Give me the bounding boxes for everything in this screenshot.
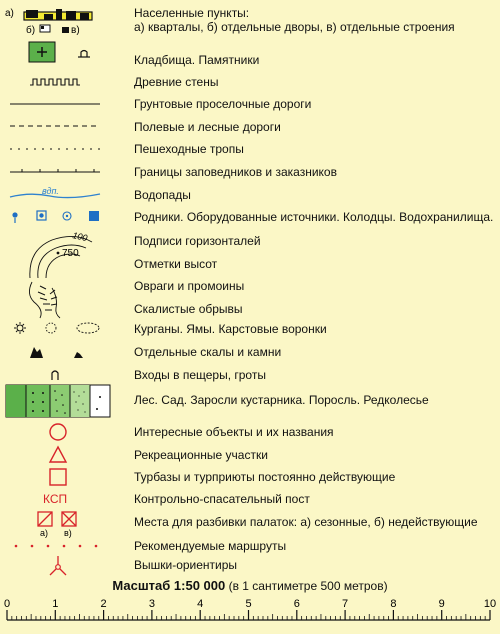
label-line-1: Населенные пункты: — [134, 6, 250, 20]
legend-label: Скалистые обрывы — [134, 302, 243, 316]
scale-title — [0, 578, 500, 593]
tent-site-symbol — [0, 508, 130, 538]
settlement-symbol — [0, 0, 130, 40]
tent-mark-b: в) — [64, 528, 72, 538]
contour-label: 100 — [71, 230, 89, 244]
scale-tick-label: 2 — [100, 598, 107, 610]
scale-tick-label: 10 — [483, 598, 497, 610]
monument-icon — [81, 51, 87, 58]
legend-row-tourist-bases — [0, 466, 500, 488]
scale-bar — [0, 598, 500, 634]
legend-row-waterfalls — [0, 184, 500, 206]
legend-label: Подписи горизонталей — [134, 234, 261, 248]
legend-label: Места для разбивки палаток: а) сезонные, б) недействующие — [134, 515, 478, 529]
tent-mark-a: а) — [40, 528, 49, 538]
legend-row-recreation — [0, 444, 500, 466]
legend-row-mounds — [0, 318, 500, 340]
legend-label: Грунтовые проселочные дороги — [134, 97, 312, 111]
mound-symbol — [0, 318, 130, 340]
scale-tick-label: 0 — [3, 598, 11, 610]
waterfall-symbol — [0, 184, 130, 206]
forest-symbol — [0, 384, 130, 418]
legend-label: Курганы. Ямы. Карстовые воронки — [134, 322, 327, 336]
ravine-symbol — [0, 280, 130, 320]
contour-symbol — [0, 228, 130, 280]
legend-label: Рекреационные участки — [134, 448, 268, 462]
cemetery-symbol — [0, 40, 130, 72]
rescue-post-symbol — [0, 488, 130, 510]
legend-row-towers — [0, 554, 500, 580]
scale-tick-label: 5 — [245, 598, 252, 610]
legend-label: Полевые и лесные дороги — [134, 120, 281, 134]
legend-row-field-roads — [0, 114, 500, 138]
legend-row-rocks — [0, 340, 500, 364]
legend-label: Пешеходные тропы — [134, 142, 244, 156]
ancient-wall-symbol — [0, 72, 130, 92]
reserve-border-symbol — [0, 160, 130, 184]
mark-a: а) — [5, 8, 14, 19]
springs-symbol — [0, 206, 130, 228]
legend-row-ravines — [0, 280, 500, 320]
legend-label: Контрольно-спасательный пост — [134, 492, 310, 506]
dirt-road-symbol — [0, 92, 130, 114]
footpath-symbol — [0, 138, 130, 160]
scale-title-main: Масштаб 1:50 000 — [112, 578, 226, 593]
legend-row-rescue-post — [0, 488, 500, 510]
legend-label: Вышки-ориентиры — [134, 558, 238, 572]
cave-symbol — [0, 364, 130, 386]
legend-row-springs — [0, 206, 500, 228]
legend-row-forest — [0, 384, 500, 418]
tourist-base-symbol — [0, 466, 130, 488]
scale-tick-label: 1 — [52, 598, 59, 610]
scale-tick-label: 4 — [197, 598, 204, 610]
legend-row-caves — [0, 364, 500, 386]
legend-row-settlements — [0, 0, 500, 40]
scale-tick-label: 9 — [438, 598, 445, 610]
scale-tick-label: 3 — [148, 598, 155, 610]
legend-label: Отметки высот — [134, 257, 218, 271]
legend-row-contours — [0, 228, 500, 280]
scale-title-note: (в 1 сантиметре 500 метров) — [225, 579, 388, 593]
legend-label — [134, 6, 455, 34]
legend-row-footpaths — [0, 138, 500, 160]
legend-label: Кладбища. Памятники — [134, 53, 260, 67]
rock-symbol — [0, 340, 130, 364]
legend-row-interesting — [0, 420, 500, 444]
scale-tick-label: 7 — [342, 598, 349, 610]
legend-label: Лес. Сад. Заросли кустарника. Поросль. Редколесье — [134, 393, 429, 407]
legend-row-ancient-walls — [0, 72, 500, 92]
mark-b: б) — [26, 25, 36, 36]
scale-tick-label: 6 — [293, 598, 300, 610]
legend-label: Водопады — [134, 188, 191, 202]
tower-symbol — [0, 554, 130, 580]
legend-row-dirt-roads — [0, 92, 500, 114]
rescue-post-mark: КСП — [43, 492, 68, 506]
legend-row-cemeteries — [0, 40, 500, 72]
legend-label: Границы заповедников и заказников — [134, 165, 337, 179]
legend-label: Родники. Оборудованные источники. Колодцы. Водохранилища. — [134, 210, 494, 224]
legend-label: Рекомендуемые маршруты — [134, 539, 287, 553]
legend-label: Турбазы и турприюты постоянно действующие — [134, 470, 396, 484]
legend-label: Отдельные скалы и камни — [134, 345, 282, 359]
scale-tick-label: 8 — [390, 598, 397, 610]
legend-label: Овраги и промоины — [134, 279, 245, 293]
legend-label: Древние стены — [134, 75, 219, 89]
legend-row-tent-sites — [0, 508, 500, 538]
field-road-symbol — [0, 114, 130, 138]
height-label: 750 — [62, 248, 79, 259]
label-line-2: а) кварталы, б) отдельные дворы, в) отдельные строения — [134, 20, 455, 34]
recreation-symbol — [0, 444, 130, 466]
legend-row-reserve-borders — [0, 160, 500, 184]
waterfall-mark: вдп. — [42, 186, 59, 196]
legend-label: Входы в пещеры, гроты — [134, 368, 266, 382]
mark-c: в) — [71, 25, 80, 36]
interesting-symbol — [0, 420, 130, 444]
legend-label: Интересные объекты и их названия — [134, 425, 334, 439]
